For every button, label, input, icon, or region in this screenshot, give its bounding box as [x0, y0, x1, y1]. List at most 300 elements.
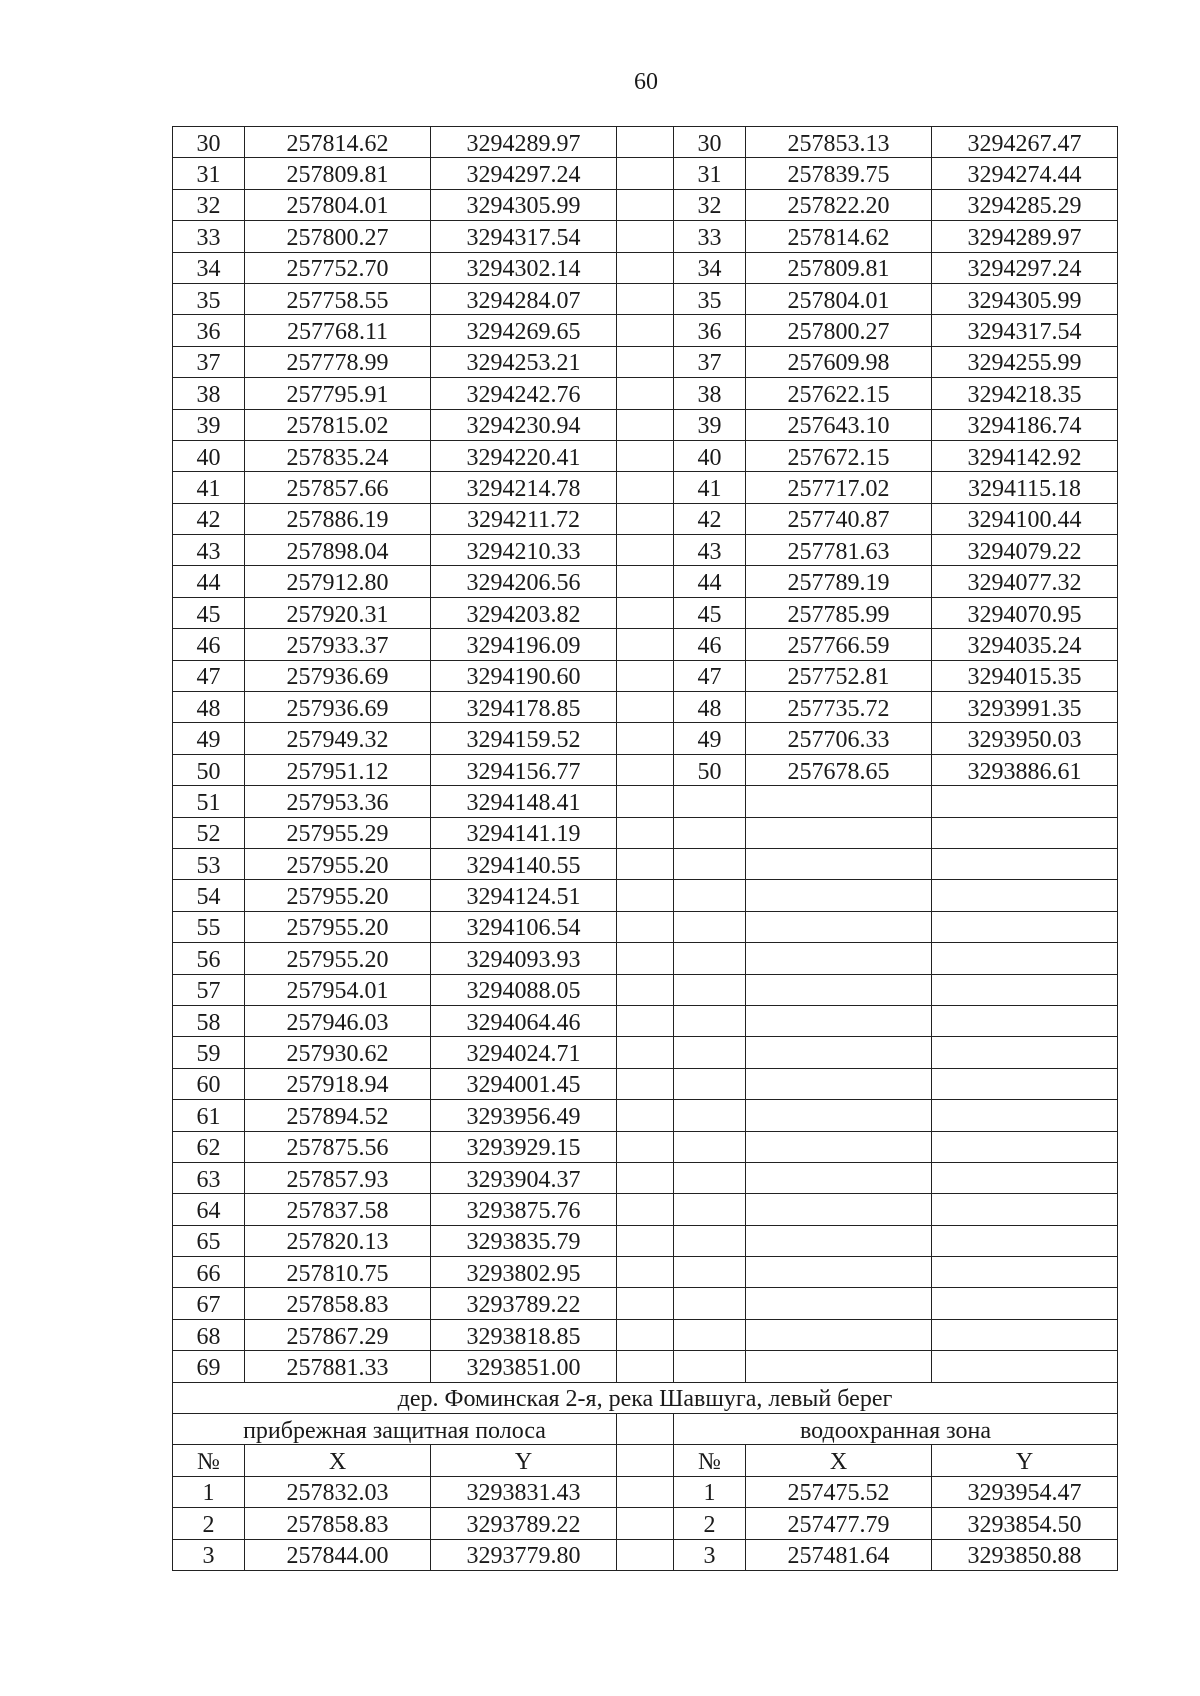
y-coordinate-cell: 3293851.00 — [431, 1351, 617, 1382]
x-coordinate-cell: 257800.27 — [245, 221, 431, 252]
point-number-cell: 44 — [674, 566, 746, 597]
y-coordinate-cell: 3294100.44 — [932, 504, 1118, 535]
y-coordinate-cell: 3294124.51 — [431, 880, 617, 911]
point-number-cell: 40 — [173, 441, 245, 472]
water-protection-zone-heading: водоохранная зона — [674, 1414, 1118, 1445]
empty-cell — [746, 1351, 932, 1382]
y-coordinate-cell: 3293991.35 — [932, 692, 1118, 723]
empty-cell — [674, 1100, 746, 1131]
x-coordinate-cell: 257886.19 — [245, 504, 431, 535]
x-coordinate-cell: 257936.69 — [245, 661, 431, 692]
x-coordinate-cell: 257643.10 — [746, 410, 932, 441]
spacer-cell — [617, 1540, 674, 1571]
point-number-cell: 68 — [173, 1320, 245, 1351]
point-number-cell: 52 — [173, 818, 245, 849]
empty-cell — [674, 818, 746, 849]
point-number-cell: 51 — [173, 786, 245, 817]
empty-cell — [932, 1257, 1118, 1288]
empty-cell — [674, 1320, 746, 1351]
empty-cell — [746, 880, 932, 911]
y-coordinate-cell: 3293854.50 — [932, 1508, 1118, 1539]
point-number-cell: 48 — [674, 692, 746, 723]
point-number-cell: 40 — [674, 441, 746, 472]
y-coordinate-cell: 3293875.76 — [431, 1194, 617, 1225]
x-coordinate-cell: 257912.80 — [245, 566, 431, 597]
x-coordinate-cell: 257875.56 — [245, 1132, 431, 1163]
page-number: 60 — [634, 69, 658, 95]
x-coordinate-cell: 257857.93 — [245, 1163, 431, 1194]
empty-cell — [674, 1351, 746, 1382]
x-coordinate-cell: 257955.20 — [245, 912, 431, 943]
y-coordinate-cell: 3293818.85 — [431, 1320, 617, 1351]
y-coordinate-cell: 3294285.29 — [932, 190, 1118, 221]
point-number-cell: 65 — [173, 1226, 245, 1257]
empty-cell — [674, 1037, 746, 1068]
x-coordinate-cell: 257844.00 — [245, 1540, 431, 1571]
point-number-cell: 37 — [173, 347, 245, 378]
empty-cell — [674, 1257, 746, 1288]
point-number-cell: 37 — [674, 347, 746, 378]
y-coordinate-cell: 3294064.46 — [431, 1006, 617, 1037]
x-coordinate-cell: 257809.81 — [746, 253, 932, 284]
empty-cell — [932, 1006, 1118, 1037]
spacer-cell — [617, 1508, 674, 1539]
empty-cell — [674, 1194, 746, 1225]
point-number-cell: 32 — [674, 190, 746, 221]
spacer-cell — [617, 504, 674, 535]
x-coordinate-cell: 257706.33 — [746, 723, 932, 754]
point-number-cell: 39 — [173, 410, 245, 441]
point-number-cell: 31 — [173, 158, 245, 189]
x-coordinate-cell: 257820.13 — [245, 1226, 431, 1257]
empty-cell — [746, 1006, 932, 1037]
point-number-cell: 55 — [173, 912, 245, 943]
spacer-cell — [617, 441, 674, 472]
x-coordinate-cell: 257785.99 — [746, 598, 932, 629]
y-coordinate-cell: 3294140.55 — [431, 849, 617, 880]
empty-cell — [932, 818, 1118, 849]
x-coordinate-cell: 257822.20 — [746, 190, 932, 221]
x-coordinate-cell: 257839.75 — [746, 158, 932, 189]
empty-cell — [932, 912, 1118, 943]
point-number-cell: 42 — [173, 504, 245, 535]
empty-cell — [746, 1037, 932, 1068]
empty-cell — [932, 1037, 1118, 1068]
y-coordinate-cell: 3294220.41 — [431, 441, 617, 472]
spacer-cell — [617, 1445, 674, 1476]
x-coordinate-cell: 257954.01 — [245, 975, 431, 1006]
x-coordinate-cell: 257622.15 — [746, 378, 932, 409]
empty-cell — [674, 975, 746, 1006]
y-coordinate-cell: 3294305.99 — [932, 284, 1118, 315]
empty-cell — [746, 943, 932, 974]
point-number-cell: 32 — [173, 190, 245, 221]
x-coordinate-cell: 257953.36 — [245, 786, 431, 817]
y-coordinate-cell: 3294214.78 — [431, 472, 617, 503]
empty-cell — [932, 880, 1118, 911]
spacer-cell — [617, 818, 674, 849]
y-coordinate-cell: 3294289.97 — [431, 127, 617, 158]
x-coordinate-cell: 257758.55 — [245, 284, 431, 315]
spacer-cell — [617, 535, 674, 566]
x-coordinate-cell: 257789.19 — [746, 566, 932, 597]
point-number-cell: 48 — [173, 692, 245, 723]
point-number-cell: 67 — [173, 1288, 245, 1319]
empty-cell — [746, 912, 932, 943]
spacer-cell — [617, 975, 674, 1006]
spacer-cell — [617, 1006, 674, 1037]
x-coordinate-cell: 257936.69 — [245, 692, 431, 723]
y-coordinate-cell: 3294079.22 — [932, 535, 1118, 566]
empty-cell — [932, 1320, 1118, 1351]
point-number-cell: 63 — [173, 1163, 245, 1194]
x-coordinate-cell: 257809.81 — [245, 158, 431, 189]
empty-cell — [674, 1288, 746, 1319]
point-number-cell: 49 — [173, 723, 245, 754]
spacer-cell — [617, 378, 674, 409]
point-number-cell: 3 — [674, 1540, 746, 1571]
x-coordinate-cell: 257475.52 — [746, 1477, 932, 1508]
point-number-cell: 1 — [674, 1477, 746, 1508]
x-coordinate-cell: 257857.66 — [245, 472, 431, 503]
spacer-cell — [617, 1288, 674, 1319]
y-coordinate-cell: 3294190.60 — [431, 661, 617, 692]
point-number-cell: 60 — [173, 1069, 245, 1100]
y-coordinate-cell: 3294289.97 — [932, 221, 1118, 252]
spacer-cell — [617, 127, 674, 158]
x-coordinate-cell: 257955.20 — [245, 943, 431, 974]
empty-cell — [746, 1257, 932, 1288]
spacer-cell — [617, 912, 674, 943]
x-coordinate-cell: 257810.75 — [245, 1257, 431, 1288]
y-coordinate-cell: 3294159.52 — [431, 723, 617, 754]
y-coordinate-cell: 3294305.99 — [431, 190, 617, 221]
empty-cell — [746, 1194, 932, 1225]
point-number-cell: 43 — [173, 535, 245, 566]
y-coordinate-cell: 3294274.44 — [932, 158, 1118, 189]
x-coordinate-cell: 257858.83 — [245, 1288, 431, 1319]
x-coordinate-cell: 257800.27 — [746, 315, 932, 346]
x-coordinate-cell: 257804.01 — [746, 284, 932, 315]
x-coordinate-cell: 257795.91 — [245, 378, 431, 409]
point-number-cell: 33 — [674, 221, 746, 252]
empty-cell — [674, 1163, 746, 1194]
point-number-cell: 34 — [674, 253, 746, 284]
point-number-cell: 46 — [674, 629, 746, 660]
point-number-cell: 42 — [674, 504, 746, 535]
point-number-cell: 1 — [173, 1477, 245, 1508]
spacer-cell — [617, 472, 674, 503]
y-coordinate-cell: 3294297.24 — [932, 253, 1118, 284]
empty-cell — [746, 786, 932, 817]
x-coordinate-cell: 257752.70 — [245, 253, 431, 284]
point-number-cell: 57 — [173, 975, 245, 1006]
spacer-cell — [617, 1194, 674, 1225]
x-coordinate-cell: 257735.72 — [746, 692, 932, 723]
x-coordinate-cell: 257920.31 — [245, 598, 431, 629]
y-coordinate-cell: 3294253.21 — [431, 347, 617, 378]
spacer-cell — [617, 661, 674, 692]
empty-cell — [674, 849, 746, 880]
spacer-cell — [617, 1226, 674, 1257]
y-coordinate-cell: 3294077.32 — [932, 566, 1118, 597]
y-coordinate-cell: 3294267.47 — [932, 127, 1118, 158]
y-coordinate-cell: 3294297.24 — [431, 158, 617, 189]
x-coordinate-cell: 257832.03 — [245, 1477, 431, 1508]
number-column-header: № — [173, 1445, 245, 1476]
y-coordinate-cell: 3293789.22 — [431, 1288, 617, 1319]
x-coordinate-cell: 257766.59 — [746, 629, 932, 660]
x-coordinate-cell: 257955.20 — [245, 880, 431, 911]
spacer-cell — [617, 755, 674, 786]
spacer-cell — [617, 849, 674, 880]
point-number-cell: 33 — [173, 221, 245, 252]
point-number-cell: 34 — [173, 253, 245, 284]
spacer-cell — [617, 1163, 674, 1194]
spacer-cell — [617, 1037, 674, 1068]
point-number-cell: 47 — [173, 661, 245, 692]
point-number-cell: 49 — [674, 723, 746, 754]
point-number-cell: 69 — [173, 1351, 245, 1382]
x-coordinate-cell: 257930.62 — [245, 1037, 431, 1068]
spacer-cell — [617, 190, 674, 221]
x-coordinate-cell: 257804.01 — [245, 190, 431, 221]
y-coordinate-cell: 3294203.82 — [431, 598, 617, 629]
empty-cell — [932, 1194, 1118, 1225]
y-coordinate-cell: 3293929.15 — [431, 1132, 617, 1163]
x-coordinate-cell: 257949.32 — [245, 723, 431, 754]
empty-cell — [932, 786, 1118, 817]
y-coordinate-cell: 3293835.79 — [431, 1226, 617, 1257]
empty-cell — [932, 975, 1118, 1006]
empty-cell — [674, 786, 746, 817]
x-coordinate-cell: 257477.79 — [746, 1508, 932, 1539]
empty-cell — [746, 975, 932, 1006]
point-number-cell: 54 — [173, 880, 245, 911]
point-number-cell: 50 — [173, 755, 245, 786]
x-coordinate-cell: 257867.29 — [245, 1320, 431, 1351]
spacer-cell — [617, 284, 674, 315]
y-coordinate-cell: 3294035.24 — [932, 629, 1118, 660]
spacer-cell — [617, 629, 674, 660]
y-coordinate-cell: 3294141.19 — [431, 818, 617, 849]
empty-cell — [674, 880, 746, 911]
empty-cell — [932, 1132, 1118, 1163]
y-coordinate-cell: 3294156.77 — [431, 755, 617, 786]
y-column-header: Y — [932, 1445, 1118, 1476]
point-number-cell: 41 — [674, 472, 746, 503]
y-coordinate-cell: 3294218.35 — [932, 378, 1118, 409]
y-coordinate-cell: 3294186.74 — [932, 410, 1118, 441]
y-coordinate-cell: 3294070.95 — [932, 598, 1118, 629]
point-number-cell: 47 — [674, 661, 746, 692]
empty-cell — [674, 1069, 746, 1100]
empty-cell — [932, 943, 1118, 974]
x-coordinate-cell: 257740.87 — [746, 504, 932, 535]
empty-cell — [674, 1006, 746, 1037]
point-number-cell: 43 — [674, 535, 746, 566]
empty-cell — [932, 849, 1118, 880]
x-coordinate-cell: 257752.81 — [746, 661, 932, 692]
y-coordinate-cell: 3294242.76 — [431, 378, 617, 409]
x-coordinate-cell: 257955.29 — [245, 818, 431, 849]
point-number-cell: 45 — [173, 598, 245, 629]
x-coordinate-cell: 257814.62 — [245, 127, 431, 158]
x-coordinate-cell: 257678.65 — [746, 755, 932, 786]
y-coordinate-cell: 3294302.14 — [431, 253, 617, 284]
empty-cell — [746, 1100, 932, 1131]
point-number-cell: 38 — [173, 378, 245, 409]
y-coordinate-cell: 3294093.93 — [431, 943, 617, 974]
point-number-cell: 36 — [674, 315, 746, 346]
spacer-cell — [617, 1100, 674, 1131]
empty-cell — [932, 1069, 1118, 1100]
spacer-cell — [617, 692, 674, 723]
y-coordinate-cell: 3294178.85 — [431, 692, 617, 723]
y-coordinate-cell: 3293950.03 — [932, 723, 1118, 754]
point-number-cell: 38 — [674, 378, 746, 409]
x-coordinate-cell: 257933.37 — [245, 629, 431, 660]
point-number-cell: 2 — [674, 1508, 746, 1539]
y-coordinate-cell: 3293904.37 — [431, 1163, 617, 1194]
point-number-cell: 35 — [674, 284, 746, 315]
point-number-cell: 56 — [173, 943, 245, 974]
empty-cell — [746, 849, 932, 880]
x-coordinate-cell: 257918.94 — [245, 1069, 431, 1100]
x-coordinate-cell: 257609.98 — [746, 347, 932, 378]
coordinate-table — [172, 126, 1118, 1571]
x-coordinate-cell: 257815.02 — [245, 410, 431, 441]
spacer-cell — [617, 880, 674, 911]
x-coordinate-cell: 257951.12 — [245, 755, 431, 786]
y-column-header: Y — [431, 1445, 617, 1476]
y-coordinate-cell: 3294115.18 — [932, 472, 1118, 503]
x-coordinate-cell: 257898.04 — [245, 535, 431, 566]
point-number-cell: 50 — [674, 755, 746, 786]
x-coordinate-cell: 257717.02 — [746, 472, 932, 503]
spacer-cell — [617, 723, 674, 754]
y-coordinate-cell: 3293802.95 — [431, 1257, 617, 1288]
empty-cell — [746, 1163, 932, 1194]
x-coordinate-cell: 257858.83 — [245, 1508, 431, 1539]
spacer-cell — [617, 1320, 674, 1351]
point-number-cell: 35 — [173, 284, 245, 315]
y-coordinate-cell: 3293831.43 — [431, 1477, 617, 1508]
point-number-cell: 53 — [173, 849, 245, 880]
empty-cell — [674, 943, 746, 974]
empty-cell — [932, 1351, 1118, 1382]
spacer-cell — [617, 1132, 674, 1163]
y-coordinate-cell: 3293886.61 — [932, 755, 1118, 786]
x-coordinate-cell: 257946.03 — [245, 1006, 431, 1037]
point-number-cell: 36 — [173, 315, 245, 346]
spacer-cell — [617, 315, 674, 346]
x-coordinate-cell: 257814.62 — [746, 221, 932, 252]
point-number-cell: 41 — [173, 472, 245, 503]
point-number-cell: 31 — [674, 158, 746, 189]
spacer-cell — [617, 786, 674, 817]
spacer-cell — [617, 1414, 674, 1445]
empty-cell — [746, 818, 932, 849]
spacer-cell — [617, 943, 674, 974]
y-coordinate-cell: 3294210.33 — [431, 535, 617, 566]
number-column-header: № — [674, 1445, 746, 1476]
y-coordinate-cell: 3294196.09 — [431, 629, 617, 660]
point-number-cell: 46 — [173, 629, 245, 660]
spacer-cell — [617, 347, 674, 378]
x-coordinate-cell: 257894.52 — [245, 1100, 431, 1131]
x-coordinate-cell: 257955.20 — [245, 849, 431, 880]
spacer-cell — [617, 1069, 674, 1100]
point-number-cell: 66 — [173, 1257, 245, 1288]
y-coordinate-cell: 3294211.72 — [431, 504, 617, 535]
spacer-cell — [617, 1257, 674, 1288]
point-number-cell: 59 — [173, 1037, 245, 1068]
empty-cell — [746, 1320, 932, 1351]
y-coordinate-cell: 3294284.07 — [431, 284, 617, 315]
y-coordinate-cell: 3294088.05 — [431, 975, 617, 1006]
section-title: дер. Фоминская 2-я, река Шавшуга, левый берег — [173, 1383, 1118, 1414]
empty-cell — [746, 1069, 932, 1100]
point-number-cell: 58 — [173, 1006, 245, 1037]
empty-cell — [932, 1100, 1118, 1131]
y-coordinate-cell: 3293789.22 — [431, 1508, 617, 1539]
spacer-cell — [617, 221, 674, 252]
point-number-cell: 61 — [173, 1100, 245, 1131]
x-column-header: X — [746, 1445, 932, 1476]
spacer-cell — [617, 566, 674, 597]
x-coordinate-cell: 257672.15 — [746, 441, 932, 472]
empty-cell — [674, 912, 746, 943]
x-coordinate-cell: 257837.58 — [245, 1194, 431, 1225]
y-coordinate-cell: 3294106.54 — [431, 912, 617, 943]
x-coordinate-cell: 257881.33 — [245, 1351, 431, 1382]
empty-cell — [746, 1226, 932, 1257]
point-number-cell: 64 — [173, 1194, 245, 1225]
y-coordinate-cell: 3294230.94 — [431, 410, 617, 441]
y-coordinate-cell: 3294001.45 — [431, 1069, 617, 1100]
coastal-protective-strip-heading: прибрежная защитная полоса — [173, 1414, 617, 1445]
empty-cell — [674, 1132, 746, 1163]
y-coordinate-cell: 3293954.47 — [932, 1477, 1118, 1508]
y-coordinate-cell: 3293956.49 — [431, 1100, 617, 1131]
x-coordinate-cell: 257778.99 — [245, 347, 431, 378]
spacer-cell — [617, 598, 674, 629]
empty-cell — [674, 1226, 746, 1257]
y-coordinate-cell: 3294142.92 — [932, 441, 1118, 472]
y-coordinate-cell: 3293850.88 — [932, 1540, 1118, 1571]
point-number-cell: 30 — [674, 127, 746, 158]
y-coordinate-cell: 3294255.99 — [932, 347, 1118, 378]
empty-cell — [932, 1288, 1118, 1319]
empty-cell — [932, 1226, 1118, 1257]
empty-cell — [932, 1163, 1118, 1194]
point-number-cell: 3 — [173, 1540, 245, 1571]
point-number-cell: 39 — [674, 410, 746, 441]
y-coordinate-cell: 3294269.65 — [431, 315, 617, 346]
point-number-cell: 2 — [173, 1508, 245, 1539]
point-number-cell: 44 — [173, 566, 245, 597]
point-number-cell: 45 — [674, 598, 746, 629]
spacer-cell — [617, 158, 674, 189]
empty-cell — [746, 1132, 932, 1163]
x-coordinate-cell: 257853.13 — [746, 127, 932, 158]
x-coordinate-cell: 257768.11 — [245, 315, 431, 346]
x-coordinate-cell: 257835.24 — [245, 441, 431, 472]
x-column-header: X — [245, 1445, 431, 1476]
y-coordinate-cell: 3294206.56 — [431, 566, 617, 597]
spacer-cell — [617, 1477, 674, 1508]
